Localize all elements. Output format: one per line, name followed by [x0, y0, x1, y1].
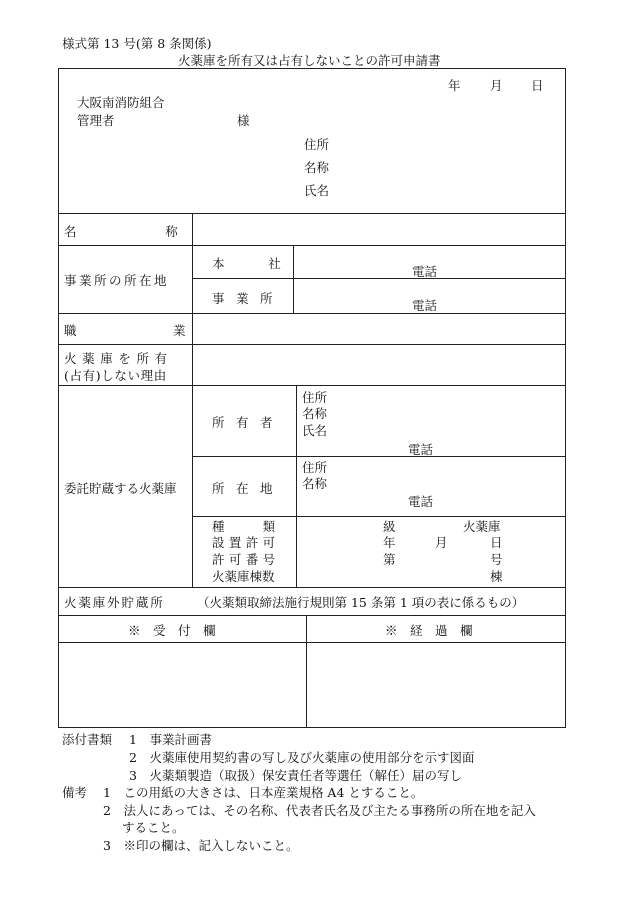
outside-storage-note: （火薬類取締法施行規則第 15 条第 1 項の表に係るもの）: [197, 595, 525, 610]
occupation-label-left: 職: [64, 323, 77, 338]
permit-go: 号: [490, 552, 503, 567]
applicant-person-label: 氏名: [304, 183, 330, 198]
head-office-label: 本 社: [212, 256, 288, 271]
owner-label: 所 有 者: [212, 415, 277, 430]
honorific: 様: [237, 113, 250, 128]
permit-year: 年: [383, 535, 396, 550]
reception-column-header: ※ 受 付 欄: [128, 623, 216, 638]
consigned-magazine-label: 委託貯蔵する火薬庫: [64, 481, 177, 496]
reason-label-line1: 火薬庫を所有: [64, 351, 173, 366]
owner-address: 住所: [302, 390, 328, 405]
magazine-phone: 電話: [408, 494, 434, 509]
building-count-label: 火薬庫棟数: [212, 569, 275, 584]
attachment-item: 1 事業計画書: [129, 732, 212, 747]
name-row-label: 名 称: [64, 224, 183, 239]
form-title: 火薬庫を所有又は占有しないことの許可申請書: [178, 53, 441, 68]
date-month: 月: [490, 78, 503, 93]
note-item: 2 法人にあっては、その名称、代表者氏名及び主たる事務所の所在地を記入: [103, 803, 536, 818]
addressee-org: 大阪南消防組合: [77, 95, 165, 110]
attachment-item: 2 火薬庫使用契約書の写し及び火薬庫の使用部分を示す図面: [129, 750, 475, 765]
owner-person-name: 氏名: [302, 423, 328, 438]
kyu-text: 級: [383, 519, 396, 534]
note-item: 1 この用紙の大きさは、日本産業規格 A4 とすること。: [103, 785, 424, 800]
permit-no-label: 許可番号: [212, 552, 280, 567]
applicant-address-label: 住所: [304, 137, 330, 152]
date-day: 日: [531, 78, 544, 93]
occupation-label-right: 業: [173, 323, 186, 338]
permit-label: 設置許可: [212, 535, 280, 550]
office-phone: 電話: [412, 298, 438, 313]
applicant-name-label: 名称: [304, 160, 330, 175]
head-office-phone: 電話: [412, 264, 438, 279]
attachment-item: 3 火薬類製造（取扱）保安責任者等選任（解任）届の写し: [129, 768, 462, 783]
magazine-text: 火薬庫: [463, 519, 501, 534]
permit-month: 月: [435, 535, 448, 550]
outside-storage-label: 火薬庫外貯蔵所: [64, 595, 165, 610]
notes-label: 備考: [62, 785, 88, 800]
owner-phone: 電話: [408, 442, 434, 457]
building-tou: 棟: [490, 569, 503, 584]
attachments-label: 添付書類: [62, 732, 113, 747]
magazine-corp-name: 名称: [302, 476, 328, 491]
note-item: 3 ※印の欄は、記入しないこと。: [103, 838, 299, 853]
location2-label: 所 在 地: [212, 481, 277, 496]
office-label: 事 業 所: [212, 291, 277, 306]
note-item: すること。: [122, 820, 185, 835]
reason-label-line2: (占有)しない理由: [64, 368, 167, 383]
kind-label: 種 類: [212, 519, 280, 534]
location-row-label: 事業所の所在地: [64, 273, 170, 288]
magazine-address: 住所: [302, 460, 328, 475]
owner-corp-name: 名称: [302, 406, 328, 421]
form-number: 様式第 13 号(第 8 条関係): [62, 36, 212, 51]
progress-column-header: ※ 経 過 欄: [385, 623, 473, 638]
permit-day: 日: [490, 535, 503, 550]
addressee-role: 管理者: [77, 113, 115, 128]
permit-dai: 第: [383, 552, 396, 567]
date-year: 年: [448, 78, 461, 93]
